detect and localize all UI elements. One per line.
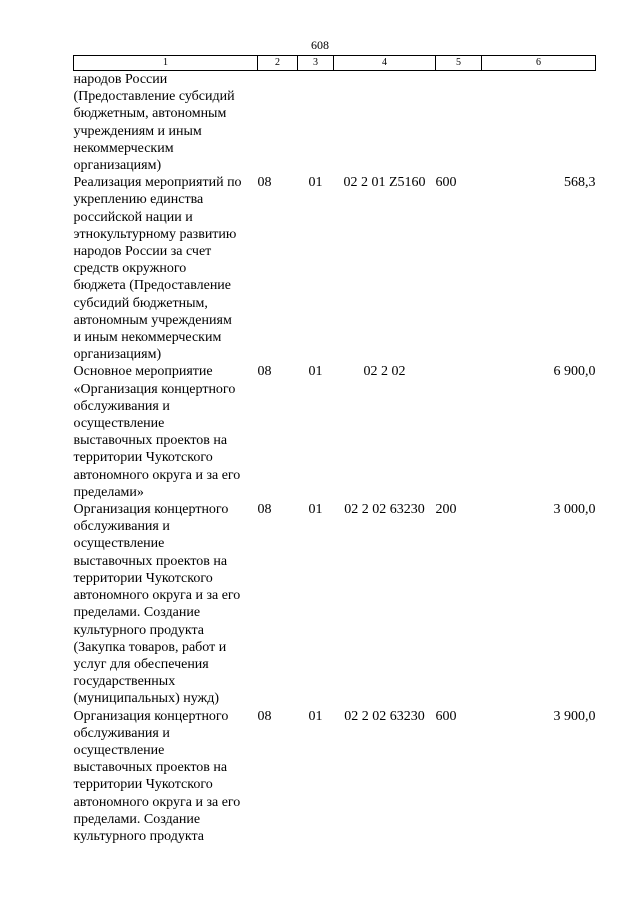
expense-name-line: Организация концертного xyxy=(73,708,229,724)
table-row xyxy=(74,174,596,363)
expense-name-line: Основное мероприятие xyxy=(73,364,213,380)
column-number-header-row xyxy=(74,56,596,71)
expense-name-line: территории Чукотского xyxy=(73,570,213,586)
table-row xyxy=(74,363,596,501)
expense-name-line: услуг для обеспечения xyxy=(73,656,209,672)
expense-type-cell: 600 xyxy=(435,708,457,724)
expense-name-cell xyxy=(74,174,258,363)
expense-name-line: бюджета (Предоставление xyxy=(73,278,232,294)
section-code-cell: 08 xyxy=(257,708,272,724)
budget-table-container xyxy=(73,55,595,845)
target-article-cell: 02 2 02 xyxy=(363,364,406,380)
expense-name-line: выставочных проектов на xyxy=(73,553,228,569)
expense-name-line: государственных xyxy=(73,674,176,690)
amount-cell: 568,3 xyxy=(564,175,596,191)
expense-name-cell xyxy=(74,71,258,175)
expense-type-cell xyxy=(436,363,482,501)
expense-name-line: осуществление xyxy=(73,416,165,432)
expense-type-cell: 200 xyxy=(435,502,457,518)
column-header: 4 xyxy=(334,56,436,71)
section-code-cell: 08 xyxy=(257,502,272,518)
section-code-cell: 08 xyxy=(257,364,272,380)
expense-name-line: «Организация концертного xyxy=(73,381,236,397)
expense-name-line: территории Чукотского xyxy=(73,777,213,793)
subsection-code-cell: 01 xyxy=(308,364,323,380)
expense-name-cell xyxy=(74,501,258,707)
expense-name-line: субсидий бюджетным, xyxy=(73,295,208,311)
expense-name-line: обслуживания и xyxy=(73,398,170,414)
expense-name-line: Реализация мероприятий по xyxy=(73,175,242,191)
budget-table xyxy=(73,55,596,845)
expense-name-line: бюджетным, автономным xyxy=(73,106,227,122)
page-number: 608 xyxy=(311,38,329,52)
expense-name-line: некоммерческим xyxy=(73,140,174,156)
expense-name-line: народов России xyxy=(73,72,168,87)
column-header: 3 xyxy=(298,56,334,71)
column-header: 5 xyxy=(436,56,482,71)
expense-name-line: и иным некоммерческим xyxy=(73,330,222,346)
column-header: 1 xyxy=(74,56,258,71)
subsection-code-cell: 01 xyxy=(308,502,323,518)
column-header: 6 xyxy=(482,56,596,71)
expense-name-line: Организация концертного xyxy=(73,502,229,518)
expense-name-line: автономного округа и за его xyxy=(73,467,241,483)
expense-name-line: (Закупка товаров, работ и xyxy=(73,639,227,655)
column-header: 2 xyxy=(258,56,298,71)
expense-name-line: пределами. Создание xyxy=(73,811,201,827)
expense-name-line: автономного округа и за его xyxy=(73,588,241,604)
section-code-cell: 08 xyxy=(257,175,272,191)
expense-type-cell xyxy=(436,71,482,175)
target-article-cell xyxy=(334,71,436,175)
expense-name-line: осуществление xyxy=(73,536,165,552)
expense-name-line: обслуживания и xyxy=(73,725,170,741)
expense-name-line: выставочных проектов на xyxy=(73,760,228,776)
subsection-code-cell xyxy=(298,71,334,175)
expense-name-line: организациям) xyxy=(73,158,162,174)
expense-name-line: (Предоставление субсидий xyxy=(73,89,235,105)
section-code-cell xyxy=(258,71,298,175)
table-row xyxy=(74,501,596,707)
amount-cell: 3 000,0 xyxy=(553,502,596,518)
expense-name-line: культурного продукта xyxy=(73,828,204,844)
subsection-code-cell: 01 xyxy=(308,175,323,191)
amount-cell xyxy=(482,71,596,175)
expense-name-line: обслуживания и xyxy=(73,519,170,535)
expense-name-line: осуществление xyxy=(73,742,165,758)
table-row xyxy=(74,708,596,846)
table-row xyxy=(74,71,596,175)
expense-name-line: организациям) xyxy=(73,347,162,363)
expense-name-line: территории Чукотского xyxy=(73,450,213,466)
expense-name-line: российской нации и xyxy=(73,209,193,225)
expense-name-cell xyxy=(74,708,258,846)
budget-table-body xyxy=(74,71,596,846)
expense-name-line: (муниципальных) нужд) xyxy=(73,691,220,707)
expense-name-line: культурного продукта xyxy=(73,622,204,638)
subsection-code-cell: 01 xyxy=(308,708,323,724)
expense-name-line: народов России за счет xyxy=(73,244,212,260)
expense-name-line: выставочных проектов на xyxy=(73,433,228,449)
amount-cell: 6 900,0 xyxy=(553,364,596,380)
expense-name-line: пределами. Создание xyxy=(73,605,201,621)
expense-name-line: автономным учреждениям xyxy=(73,312,232,328)
expense-name-cell xyxy=(74,363,258,501)
expense-name-line: средств окружного xyxy=(73,261,187,277)
expense-name-line: этнокультурному развитию xyxy=(73,226,237,242)
expense-name-line: учреждениям и иным xyxy=(73,123,202,139)
expense-name-line: автономного округа и за его xyxy=(73,794,241,810)
expense-name-line: укреплению единства xyxy=(73,192,204,208)
target-article-cell: 02 2 02 63230 xyxy=(344,502,425,518)
target-article-cell: 02 2 01 Z5160 xyxy=(343,175,426,191)
amount-cell: 3 900,0 xyxy=(553,708,596,724)
target-article-cell: 02 2 02 63230 xyxy=(344,708,425,724)
expense-name-line: пределами» xyxy=(73,484,144,500)
expense-type-cell: 600 xyxy=(435,175,457,191)
